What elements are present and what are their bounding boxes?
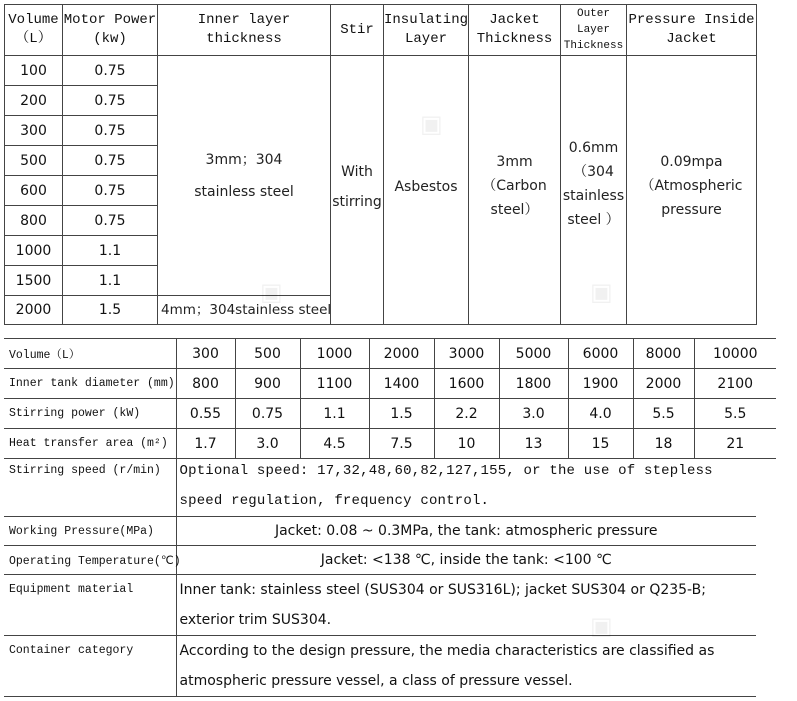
size-value-cell: 300: [176, 339, 235, 369]
operating-temperature-value: Jacket: <138 ℃, inside the tank: <100 ℃: [176, 546, 756, 575]
container-category-value: According to the design pressure, the media characteristics are classified as atmospheric pressure vessel, a class of pressure vessel.: [176, 636, 756, 697]
size-value-cell: 1900: [568, 369, 633, 399]
size-value-cell: 5.5: [633, 399, 694, 429]
size-value-cell: 5.5: [694, 399, 776, 429]
working-pressure-label: Working Pressure(MPa): [4, 517, 176, 546]
power-cell: 1.1: [63, 266, 158, 296]
size-value-cell: 18: [633, 429, 694, 459]
power-cell: 1.5: [63, 296, 158, 325]
size-table-body: [4, 339, 776, 459]
jacket-thickness-cell: 3mm （Carbon steel）: [469, 56, 561, 325]
info-table: [4, 456, 756, 697]
size-table-row: [4, 429, 776, 459]
size-value-cell: 1.7: [176, 429, 235, 459]
size-value-cell: 10000: [694, 339, 776, 369]
power-cell: 0.75: [63, 146, 158, 176]
size-value-cell: 10: [434, 429, 499, 459]
inner-thickness-2000-cell: 4mm；304stainless steel: [158, 296, 331, 325]
header-motor-power: Motor Power (kw): [63, 5, 158, 56]
power-cell: 0.75: [63, 116, 158, 146]
volume-cell: 1000: [5, 236, 63, 266]
volume-cell: 500: [5, 146, 63, 176]
size-value-cell: 1100: [300, 369, 369, 399]
watermark-logo: ▣: [590, 612, 613, 640]
size-value-cell: 4.0: [568, 399, 633, 429]
size-value-cell: 7.5: [369, 429, 434, 459]
size-value-cell: 15: [568, 429, 633, 459]
inner-thickness-cell: 3mm；304 stainless steel: [158, 56, 331, 296]
size-value-cell: 3000: [434, 339, 499, 369]
volume-cell: 200: [5, 86, 63, 116]
size-value-cell: 4.5: [300, 429, 369, 459]
size-table-row: [4, 369, 776, 399]
spec-table: [4, 4, 757, 325]
working-pressure-value: Jacket: 0.08 ~ 0.3MPa, the tank: atmospheric pressure: [176, 517, 756, 546]
stir-cell: With stirring: [331, 56, 384, 325]
header-jacket-thickness: Jacket Thickness: [469, 5, 561, 56]
size-value-cell: 1400: [369, 369, 434, 399]
size-value-cell: 13: [499, 429, 568, 459]
size-value-cell: 2100: [694, 369, 776, 399]
operating-temperature-label: Operating Temperature(℃): [4, 546, 176, 575]
size-value-cell: 1000: [300, 339, 369, 369]
header-pressure-inside: Pressure Inside Jacket: [627, 5, 757, 56]
header-inner-thickness: Inner layer thickness: [158, 5, 331, 56]
size-table-row: [4, 339, 776, 369]
size-value-cell: 0.55: [176, 399, 235, 429]
stirring-speed-value: Optional speed: 17,32,48,60,82,127,155, or the use of stepless speed regulation, frequency control.: [176, 456, 756, 517]
size-value-cell: 800: [176, 369, 235, 399]
equipment-material-value: Inner tank: stainless steel (SUS304 or SUS316L); jacket SUS304 or Q235-B; exterior trim SUS304.: [176, 575, 756, 636]
header-stir: Stir: [331, 5, 384, 56]
size-value-cell: 3.0: [499, 399, 568, 429]
pressure-inside-cell: 0.09mpa （Atmospheric pressure: [627, 56, 757, 325]
size-value-cell: 6000: [568, 339, 633, 369]
watermark-logo: ▣: [590, 278, 613, 306]
volume-cell: 100: [5, 56, 63, 86]
outer-thickness-cell: 0.6mm （304 stainless steel ）: [561, 56, 627, 325]
size-row-label: Stirring power (kW): [9, 407, 141, 420]
power-cell: 0.75: [63, 56, 158, 86]
volume-cell: 300: [5, 116, 63, 146]
size-value-cell: 2000: [369, 339, 434, 369]
size-row-label: Inner tank diameter (mm): [9, 377, 175, 390]
volume-cell: 600: [5, 176, 63, 206]
size-value-cell: 500: [235, 339, 300, 369]
power-cell: 0.75: [63, 86, 158, 116]
header-volume: Volume （L）: [5, 5, 63, 56]
size-row-label: Volume（L）: [9, 348, 81, 362]
power-cell: 1.1: [63, 236, 158, 266]
size-value-cell: 8000: [633, 339, 694, 369]
size-value-cell: 3.0: [235, 429, 300, 459]
power-cell: 0.75: [63, 176, 158, 206]
container-category-label: Container category: [4, 636, 176, 697]
volume-cell: 1500: [5, 266, 63, 296]
size-value-cell: 1.5: [369, 399, 434, 429]
size-table: [4, 338, 776, 459]
size-value-cell: 1600: [434, 369, 499, 399]
power-cell: 0.75: [63, 206, 158, 236]
size-row-label: Heat transfer area (m²): [9, 437, 168, 450]
stirring-speed-label: Stirring speed (r/min): [4, 456, 176, 517]
size-table-row: [4, 399, 776, 429]
size-value-cell: 5000: [499, 339, 568, 369]
watermark-logo: ▣: [420, 110, 443, 138]
size-value-cell: 21: [694, 429, 776, 459]
equipment-material-label: Equipment material: [4, 575, 176, 636]
size-value-cell: 900: [235, 369, 300, 399]
volume-cell: 800: [5, 206, 63, 236]
header-outer-thickness: Outer Layer Thickness: [561, 5, 627, 56]
size-value-cell: 2.2: [434, 399, 499, 429]
header-insulating: Insulating Layer: [384, 5, 469, 56]
volume-cell: 2000: [5, 296, 63, 325]
insulating-cell: Asbestos: [384, 56, 469, 325]
size-value-cell: 1.1: [300, 399, 369, 429]
size-value-cell: 0.75: [235, 399, 300, 429]
size-value-cell: 2000: [633, 369, 694, 399]
watermark-logo: ▣: [260, 278, 283, 306]
size-value-cell: 1800: [499, 369, 568, 399]
